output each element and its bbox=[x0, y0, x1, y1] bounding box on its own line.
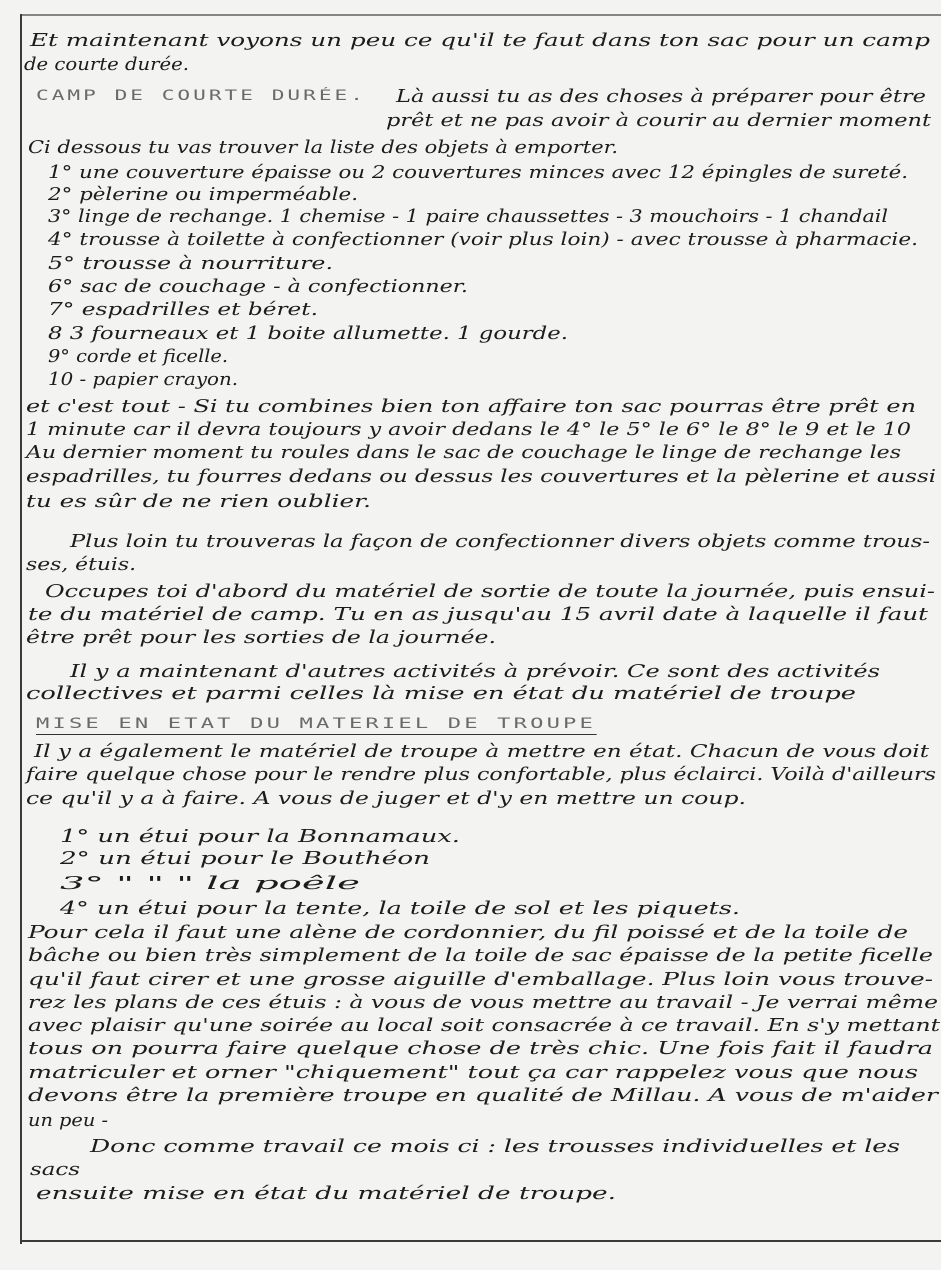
text-line: ensuite mise en état du matériel de troupe. bbox=[36, 1183, 616, 1204]
text-line: te du matériel de camp. Tu en as jusqu'au 15 avril date à laquelle il faut bbox=[28, 604, 928, 625]
text-line: Là aussi tu as des choses à préparer pour être bbox=[396, 86, 926, 107]
text-line: tous on pourra faire quelque chose de très chic. Une fois fait il faudra bbox=[28, 1038, 933, 1059]
text-line: qu'il faut cirer et une grosse aiguille d'emballage. Plus loin vous trouve- bbox=[28, 969, 933, 990]
page-border-left bbox=[20, 14, 22, 1244]
text-line: devons être la première troupe en qualité de Millau. A vous de m'aider bbox=[28, 1085, 938, 1106]
list-item: 8 3 fourneaux et 1 boite allumette. 1 gourde. bbox=[48, 323, 568, 344]
list-item: 10 - papier crayon. bbox=[48, 369, 238, 390]
list-item: 4° un étui pour la tente, la toile de sol et les piquets. bbox=[60, 898, 740, 919]
text-line: ses, étuis. bbox=[26, 554, 136, 575]
list-item: 1° une couverture épaisse ou 2 couvertures minces avec 12 épingles de sureté. bbox=[48, 162, 908, 183]
text-line: tu es sûr de ne rien oublier. bbox=[26, 491, 371, 512]
text-line: matriculer et orner "chiquement" tout ça car rappelez vous que nous bbox=[28, 1062, 918, 1083]
text-line: bâche ou bien très simplement de la toile de sac épaisse de la petite ficelle bbox=[28, 945, 934, 966]
text-line: et c'est tout - Si tu combines bien ton affaire ton sac pourras être prêt en bbox=[26, 396, 916, 417]
list-item: 3° " " " la poêle bbox=[60, 873, 360, 894]
text-line: sacs bbox=[30, 1159, 80, 1180]
text-line: Et maintenant voyons un peu ce qu'il te faut dans ton sac pour un camp bbox=[30, 30, 930, 51]
list-item: 2° un étui pour le Bouthéon bbox=[60, 848, 430, 869]
text-line: Au dernier moment tu roules dans le sac de couchage le linge de rechange les bbox=[26, 442, 901, 463]
text-line: Pour cela il faut une alène de cordonnier, du fil poissé et de la toile de bbox=[28, 922, 908, 943]
text-line: rez les plans de ces étuis : à vous de vous mettre au travail - Je verrai même bbox=[28, 992, 938, 1013]
text-line: être prêt pour les sorties de la journée. bbox=[26, 627, 496, 648]
list-item: 2° pèlerine ou imperméable. bbox=[48, 184, 359, 205]
text-line: Il y a maintenant d'autres activités à prévoir. Ce sont des activités bbox=[70, 661, 880, 682]
text-line: prêt et ne pas avoir à courir au dernier moment bbox=[386, 110, 931, 131]
list-item: 6° sac de couchage - à confectionner. bbox=[48, 276, 468, 297]
text-line: de courte durée. bbox=[24, 54, 189, 75]
list-item: 1° un étui pour la Bonnamaux. bbox=[60, 826, 460, 847]
heading-camp-courte-duree: CAMP DE COURTE DURÉE. bbox=[36, 88, 366, 104]
text-line: avec plaisir qu'une soirée au local soit consacrée à ce travail. En s'y mettant bbox=[28, 1015, 940, 1036]
text-line: Occupes toi d'abord du matériel de sortie de toute la journée, puis ensui- bbox=[45, 581, 935, 602]
text-line: un peu - bbox=[28, 1110, 108, 1131]
text-line: Il y a également le matériel de troupe à mettre en état. Chacun de vous doit bbox=[34, 741, 929, 762]
list-item: 7° espadrilles et béret. bbox=[48, 299, 318, 320]
list-item: 3° linge de rechange. 1 chemise - 1 paire chaussettes - 3 mouchoirs - 1 chandail bbox=[48, 206, 888, 227]
list-item: 5° trousse à nourriture. bbox=[48, 253, 333, 274]
text-line: Ci dessous tu vas trouver la liste des objets à emporter. bbox=[28, 137, 618, 158]
text-line: faire quelque chose pour le rendre plus confortable, plus éclairci. Voilà d'ailleurs bbox=[26, 764, 936, 785]
text-line: collectives et parmi celles là mise en état du matériel de troupe bbox=[26, 683, 856, 704]
list-item: 9° corde et ficelle. bbox=[48, 346, 228, 367]
heading-mise-en-etat: MISE EN ETAT DU MATERIEL DE TROUPE bbox=[36, 716, 596, 735]
text-line: Donc comme travail ce mois ci : les trousses individuelles et les bbox=[90, 1136, 900, 1157]
text-line: espadrilles, tu fourres dedans ou dessus les couvertures et la pèlerine et aussi bbox=[26, 466, 936, 487]
text-line: ce qu'il y a à faire. A vous de juger et d'y en mettre un coup. bbox=[26, 788, 746, 809]
page-border-top bbox=[20, 14, 941, 16]
text-line: 1 minute car il devra toujours y avoir dedans le 4° le 5° le 6° le 8° le 9 et le 10 bbox=[26, 419, 911, 440]
text-line: Plus loin tu trouveras la façon de confectionner divers objets comme trous- bbox=[70, 531, 930, 552]
list-item: 4° trousse à toilette à confectionner (voir plus loin) - avec trousse à pharmacie. bbox=[48, 229, 919, 250]
page-border-bottom bbox=[20, 1240, 941, 1242]
